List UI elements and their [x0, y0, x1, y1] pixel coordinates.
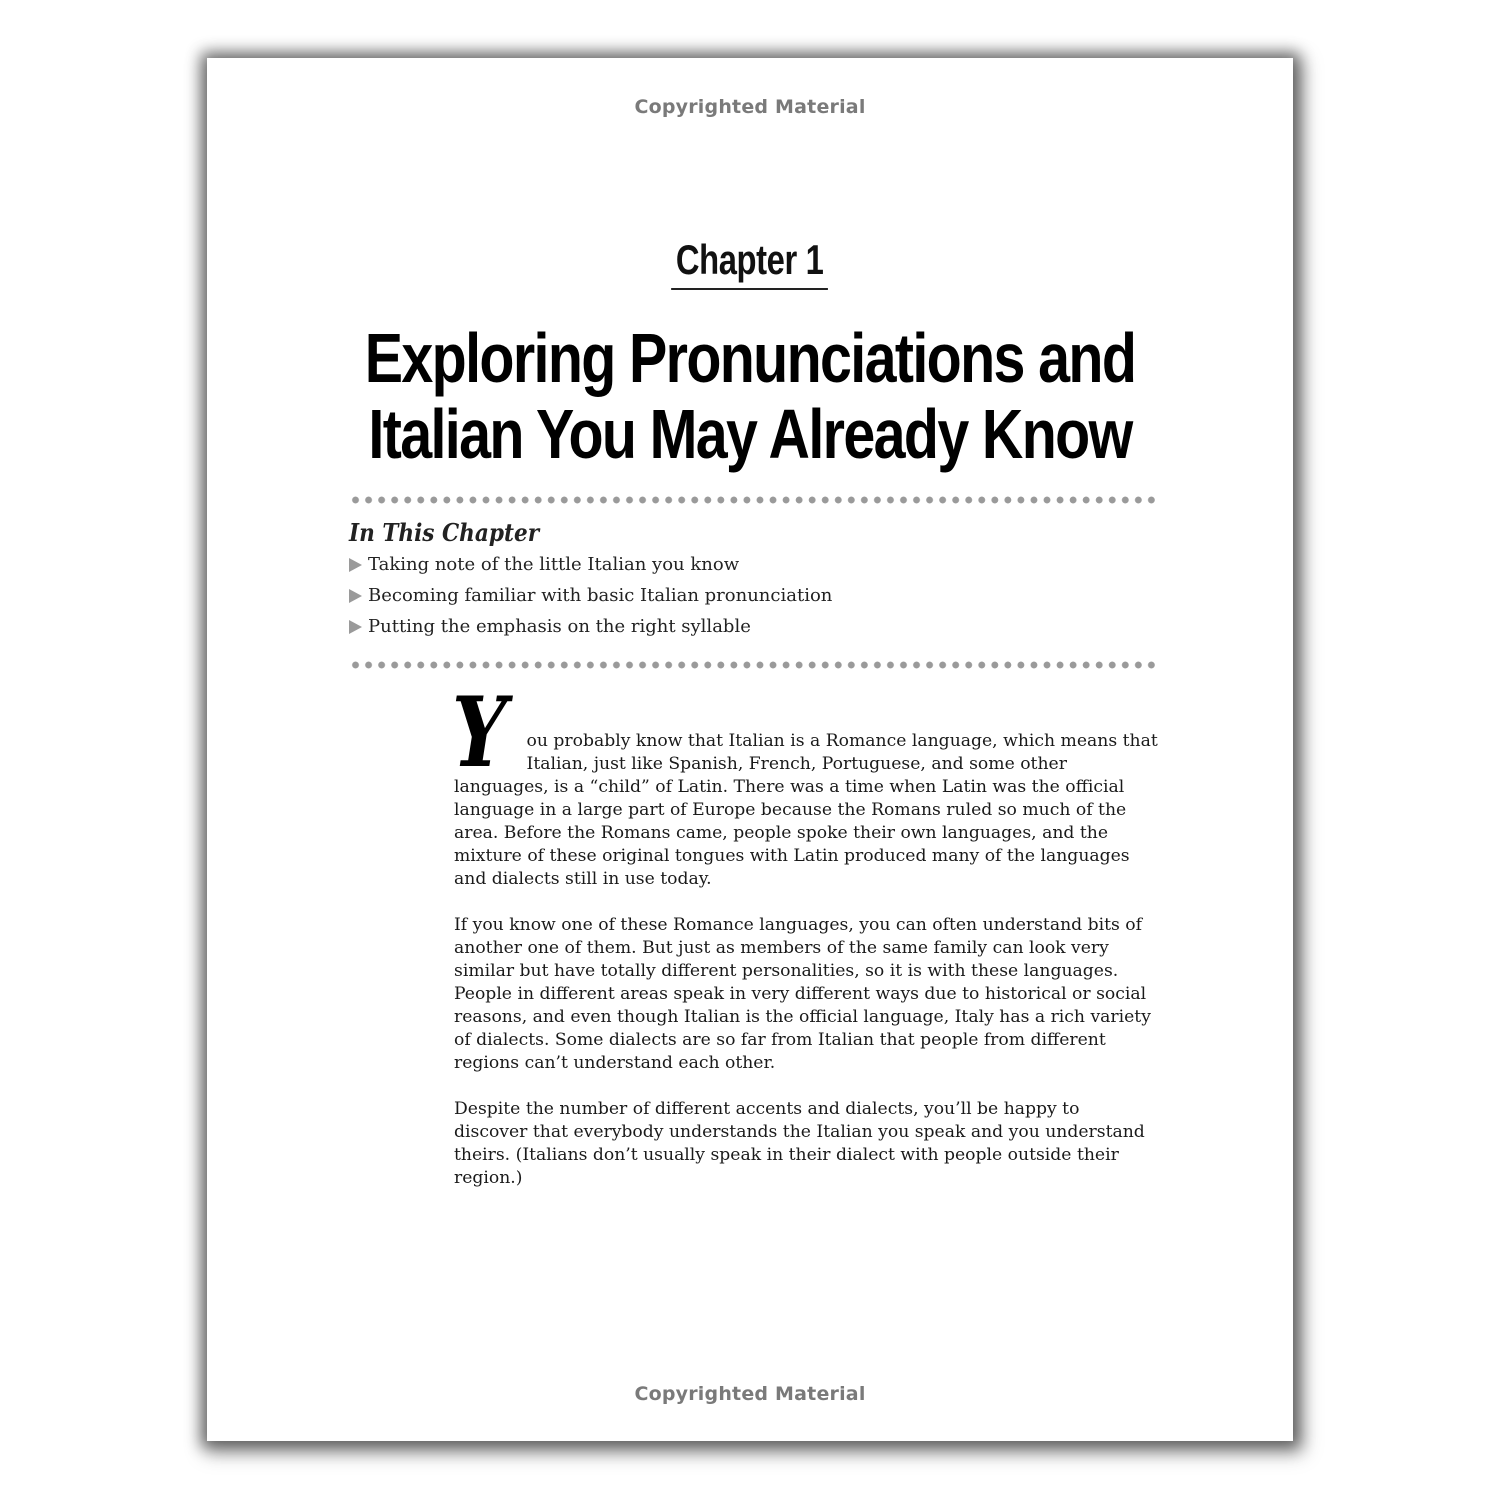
- chapter-number: [207, 236, 1293, 290]
- body-paragraph-2: If you know one of these Romance languages, you can often understand bits of another one of them. But just as members of the same family can look very similar but have totally different personalities, so it is with these languages. People in different areas speak in very different ways due to historical or social reasons, and even though Italian is the official language, Italy has a rich variety of dialects. Some dialects are so far from Italian that people from different regions can’t understand each other.: [454, 915, 1151, 1073]
- copyright-footer: Copyrighted Material: [634, 1383, 866, 1405]
- triangle-bullet-icon: [349, 620, 362, 634]
- chapter-number-text: Chapter 1: [672, 236, 829, 290]
- copyright-header: Copyrighted Material: [634, 96, 866, 118]
- dotted-divider-bottom: [349, 661, 1157, 669]
- list-item-text: Putting the emphasis on the right syllable: [368, 616, 751, 637]
- list-item: [349, 585, 832, 616]
- chapter-title-line-1: Exploring Pronunciations and: [364, 319, 1136, 397]
- body-paragraph-1: [452, 676, 1158, 891]
- list-item: [349, 616, 832, 647]
- drop-cap: Y: [452, 676, 507, 789]
- body-paragraph-3: Despite the number of different accents and dialects, you’ll be happy to discover that everybody understands the Italian you speak and you understand theirs. (Italians don’t usually speak in their dialect with people outside their region.): [454, 1099, 1145, 1188]
- book-page: [207, 58, 1293, 1441]
- triangle-bullet-icon: [349, 558, 362, 572]
- list-item-text: Taking note of the little Italian you know: [368, 554, 740, 575]
- in-this-chapter-list: [349, 554, 832, 647]
- paragraph-1-text: ou probably know that Italian is a Romance language, which means that Italian, just like Spanish, French, Portuguese, and some other languages, is a “child” of Latin. There was a time when Latin was the official language in a large part of Europe because the Romans ruled so much of the area. Before the Romans came, people spoke their own languages, and the mixture of these original tongues with Latin produced many of the languages and dialects still in use today.: [454, 731, 1158, 889]
- chapter-title: [207, 320, 1293, 472]
- dotted-divider-top: [349, 496, 1157, 504]
- chapter-title-line-2: Italian You May Already Know: [368, 395, 1132, 473]
- list-item: [349, 554, 832, 585]
- triangle-bullet-icon: [349, 589, 362, 603]
- list-item-text: Becoming familiar with basic Italian pronunciation: [368, 585, 833, 606]
- in-this-chapter-heading: In This Chapter: [349, 518, 540, 547]
